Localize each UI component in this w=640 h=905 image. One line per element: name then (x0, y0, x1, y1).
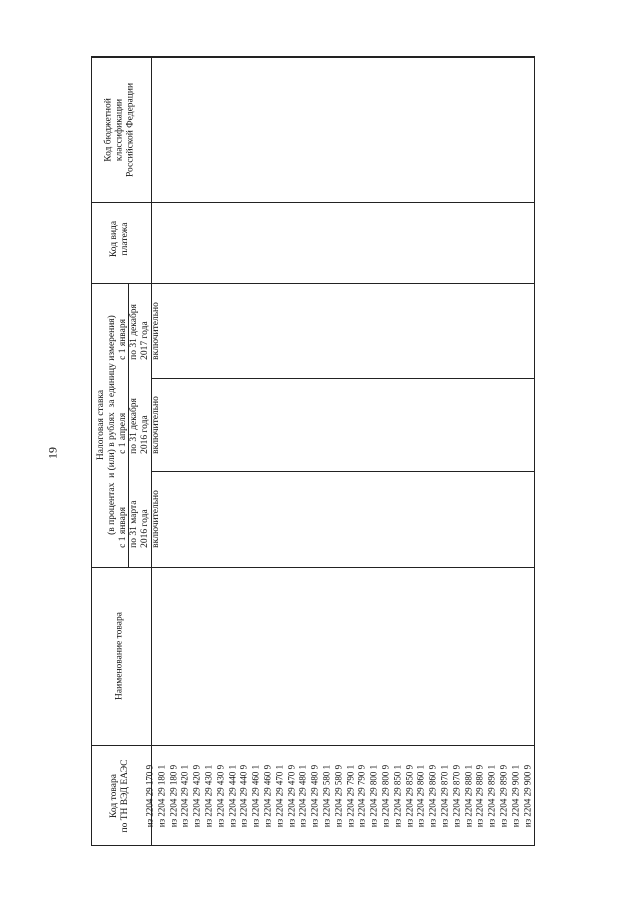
divider-period2-period1 (152, 471, 534, 472)
code-cell: из 2204 29 880 1 (463, 764, 474, 828)
code-cell: из 2204 29 860 1 (415, 764, 426, 828)
code-cell: из 2204 29 800 9 (380, 764, 391, 828)
code-cell: из 2204 29 790 1 (345, 764, 356, 828)
header-product-name: Наименование товара (114, 612, 125, 700)
code-cell: из 2204 29 470 9 (286, 764, 297, 828)
code-cell: из 2204 29 880 9 (474, 764, 485, 828)
code-cell: из 2204 29 850 1 (392, 764, 403, 828)
divider-payment-rate (92, 283, 534, 284)
code-cell: из 2204 29 440 1 (227, 764, 238, 828)
divider-period3-period2 (152, 378, 534, 379)
divider-name-code (92, 745, 534, 746)
code-cell: из 2204 29 170 9 (144, 764, 155, 828)
header-tax-rate: Налоговая ставка (в процентах и (или) в рублях за единицу измерения) (96, 315, 117, 535)
code-cell: из 2204 29 440 9 (238, 764, 249, 828)
code-cell: из 2204 29 430 1 (203, 764, 214, 828)
code-cell: из 2204 29 580 9 (333, 764, 344, 828)
header-period3: с 1 января по 31 декабря 2017 года включительно (118, 302, 161, 360)
code-cell: из 2204 29 580 1 (321, 764, 332, 828)
code-cell: из 2204 29 870 9 (451, 764, 462, 828)
code-cell: из 2204 29 890 1 (486, 764, 497, 828)
code-cell: из 2204 29 870 1 (439, 764, 450, 828)
code-cell: из 2204 29 900 1 (510, 764, 521, 828)
code-cell: из 2204 29 480 1 (297, 764, 308, 828)
code-cell: из 2204 29 430 9 (215, 764, 226, 828)
code-cell: из 2204 29 900 9 (522, 764, 533, 828)
page-number: 19 (45, 446, 59, 459)
header-period2: с 1 апреля по 31 декабря 2016 года включительно (118, 396, 161, 454)
code-cell: из 2204 29 480 9 (309, 764, 320, 828)
code-cell: из 2204 29 890 9 (498, 764, 509, 828)
code-cell: из 2204 29 460 9 (262, 764, 273, 828)
code-cell: из 2204 29 420 9 (191, 764, 202, 828)
code-cell: из 2204 29 180 9 (168, 764, 179, 828)
header-budget-code: Код бюджетной классификации Российской Федерации (103, 82, 136, 178)
code-cell: из 2204 29 860 9 (427, 764, 438, 828)
code-cell: из 2204 29 180 1 (156, 764, 167, 828)
code-cell: из 2204 29 850 9 (404, 764, 415, 828)
header-code: Код товара по ТН ВЭД ЕАЭС (109, 759, 130, 833)
header-period1: с 1 января по 31 марта 2016 года включительно (118, 490, 161, 548)
code-cell: из 2204 29 790 9 (356, 764, 367, 828)
code-cell: из 2204 29 420 1 (179, 764, 190, 828)
code-cell: из 2204 29 800 1 (368, 764, 379, 828)
code-cell: из 2204 29 460 1 (250, 764, 261, 828)
code-cell: из 2204 29 470 1 (274, 764, 285, 828)
rates-table (91, 56, 535, 846)
header-payment-code: Код вида платежа (109, 220, 130, 258)
divider-rate-name (92, 567, 534, 568)
divider-budget-payment (92, 202, 534, 203)
